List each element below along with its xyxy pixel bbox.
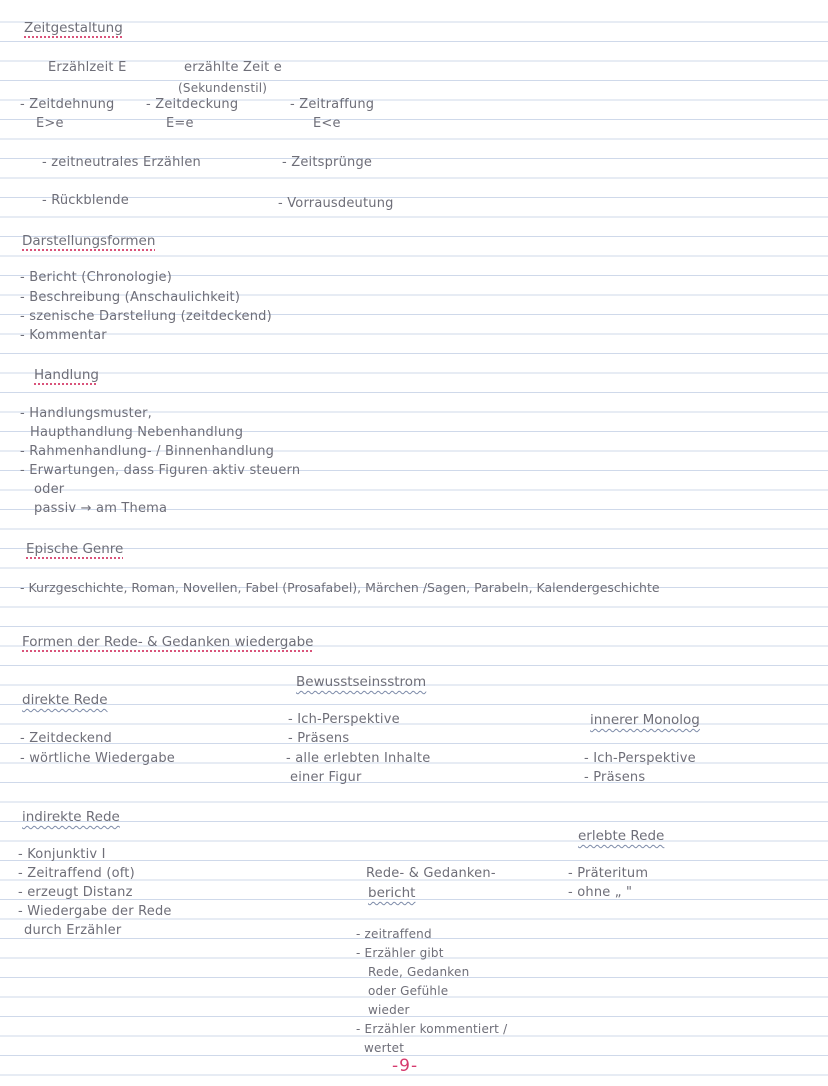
bewusst-item-4: einer Figur	[290, 770, 362, 785]
monolog-item-1: - Ich-Perspektive	[584, 751, 696, 766]
item-zeitdehnung: - Zeitdehnung	[20, 97, 115, 112]
bewusst-item-1: - Ich-Perspektive	[288, 712, 400, 727]
item-szenische-darstellung: - szenische Darstellung (zeitdeckend)	[20, 309, 272, 324]
direkt-item-2: - wörtliche Wiedergabe	[20, 751, 176, 766]
item-rueckblende: - Rückblende	[42, 193, 129, 208]
indirekt-item-2: - Zeitraffend (oft)	[18, 866, 135, 881]
item-passiv: passiv → am Thema	[34, 501, 168, 516]
erlebt-item-1: - Präteritum	[568, 866, 649, 881]
formula-dehnung: E>e	[36, 116, 64, 131]
item-kommentar: - Kommentar	[20, 328, 107, 343]
item-beschreibung: - Beschreibung (Anschaulichkeit)	[20, 290, 241, 305]
bewusst-item-3: - alle erlebten Inhalte	[286, 751, 431, 766]
monolog-item-2: - Präsens	[584, 770, 646, 785]
label-sekundenstil: (Sekundenstil)	[178, 81, 268, 95]
heading-rede-formen: Formen der Rede- & Gedanken wiedergabe	[22, 634, 314, 650]
item-rahmenhandlung: - Rahmenhandlung- / Binnenhandlung	[20, 444, 275, 459]
label-erzaehlte-zeit: erzählte Zeit e	[184, 60, 282, 75]
heading-erlebte-rede: erlebte Rede	[578, 828, 665, 844]
item-handlungsmuster: - Handlungsmuster,	[20, 406, 153, 421]
heading-zeitgestaltung: Zeitgestaltung	[24, 20, 123, 36]
heading-epische-genre: Epische Genre	[26, 541, 124, 557]
heading-innerer-monolog: innerer Monolog	[590, 712, 700, 728]
bericht-item-7: wertet	[364, 1041, 405, 1055]
bericht-item-5: wieder	[368, 1003, 410, 1017]
heading-indirekte-rede: indirekte Rede	[22, 809, 120, 825]
indirekt-item-5: durch Erzähler	[24, 923, 122, 938]
item-haupthandlung: Haupthandlung Nebenhandlung	[30, 425, 244, 440]
item-zeitspruenge: - Zeitsprünge	[282, 155, 373, 170]
bericht-item-2: - Erzähler gibt	[356, 946, 444, 960]
heading-bericht-2: bericht	[368, 885, 416, 901]
heading-handlung: Handlung	[34, 367, 99, 383]
bericht-item-6: - Erzähler kommentiert /	[356, 1022, 508, 1036]
indirekt-item-3: - erzeugt Distanz	[18, 885, 133, 900]
item-genre-list: - Kurzgeschichte, Roman, Novellen, Fabel (Prosafabel), Märchen /Sagen, Parabeln, Kalendergeschichte	[20, 580, 660, 595]
item-vorausdeutung: - Vorrausdeutung	[278, 196, 394, 211]
heading-direkte-rede: direkte Rede	[22, 692, 108, 708]
indirekt-item-1: - Konjunktiv I	[18, 847, 106, 862]
page-number: -9-	[392, 1056, 419, 1076]
item-zeitneutral: - zeitneutrales Erzählen	[42, 155, 201, 170]
item-bericht: - Bericht (Chronologie)	[20, 270, 173, 285]
bewusst-item-2: - Präsens	[288, 731, 350, 746]
item-erwartungen: - Erwartungen, dass Figuren aktiv steuern	[20, 463, 301, 478]
item-zeitraffung: - Zeitraffung	[290, 97, 375, 112]
bericht-item-3: Rede, Gedanken	[368, 965, 470, 979]
indirekt-item-4: - Wiedergabe der Rede	[18, 904, 172, 919]
erlebt-item-2: - ohne „ "	[568, 885, 633, 900]
direkt-item-1: - Zeitdeckend	[20, 731, 112, 746]
heading-bewusstseinsstrom: Bewusstseinsstrom	[296, 674, 427, 690]
item-zeitdeckung: - Zeitdeckung	[146, 97, 239, 112]
item-oder: oder	[34, 482, 65, 497]
heading-bericht-1: Rede- & Gedanken-	[366, 866, 496, 881]
heading-darstellungsformen: Darstellungsformen	[22, 233, 156, 249]
label-erzaehlzeit: Erzählzeit E	[48, 60, 127, 75]
bericht-item-1: - zeitraffend	[356, 927, 432, 941]
formula-deckung: E=e	[166, 116, 194, 131]
formula-raffung: E<e	[313, 116, 341, 131]
bericht-item-4: oder Gefühle	[368, 984, 449, 998]
